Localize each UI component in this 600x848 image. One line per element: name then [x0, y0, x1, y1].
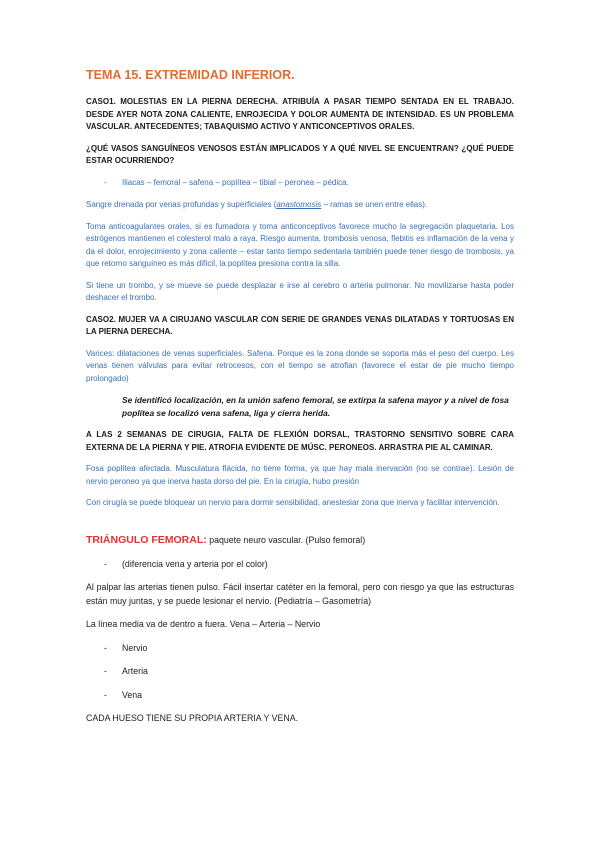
vessels-text: Iliacas – femoral – safena – poplítea – tibial – peronea – pédica.: [122, 177, 349, 187]
palpate-paragraph: Al palpar las arterias tienen pulso. Fácil insertar catéter en la femoral, pero con riesgo ya que las estructuras están muy juntas, y se puede lesionar el nervio. (Pediatría – Gasometría): [86, 582, 514, 606]
triangle-heading: [86, 534, 514, 546]
anticoag-paragraph: Toma anticoagulantes orales, si es fumadora y toma anticonceptivos favorece mucho la segregación plaquetaria. Los estrógenos mantienen el colesterol malo a raya. Riesgo aumenta, trombosis venosa, flebitis es inflamación de la vena y da el dolor, enrojecimiento y zona caliente – estar tanto tiempo sedentaria también puede tener riesgo de trombosis, ya que retorno sanguíneo es más difícil, la poplítea presiona contra la silla.: [86, 221, 514, 268]
identified-paragraph: Se identificó localización, en la unión safeno femoral, se extirpa la safena mayor y a nivel de fosa poplítea se localizó vena safena, liga y cierra herida.: [122, 395, 509, 418]
case2-text: CASO2. MUJER VA A CIRUJANO VASCULAR CON SERIE DE GRANDES VENAS DILATADAS Y TORTUOSAS EN LA PIERNA DERECHA.: [86, 314, 514, 336]
bullet-dash: -: [104, 666, 107, 676]
after-surgery-text: A LAS 2 SEMANAS DE CIRUGIA, FALTA DE FLEXIÓN DORSAL, TRASTORNO SENSITIVO SOBRE CARA EXTERNA DE LA PIERNA Y PIE. ATROFIA EVIDENTE DE MÚSC. PERONEOS. ARRASTRA PIE AL CAMINAR.: [86, 430, 514, 452]
bullet-dash: -: [104, 177, 107, 187]
bullet-dash: -: [104, 558, 107, 569]
list-item: [86, 689, 514, 703]
diff-text: (diferencia vena y arteria por el color): [122, 558, 268, 569]
fosa-paragraph: Fosa poplítea afectada. Musculatura flácida, no tiene forma, ya que hay mala inervación (no se contrae). Lesión de nervio peroneo ya que inerva hasta dorso del pie. En la cirugía, hubo presión: [86, 464, 514, 486]
question1-text: ¿QUÉ VASOS SANGUÍNEOS VENOSOS ESTÁN IMPLICADOS Y A QUÉ NIVEL SE ENCUENTRAN? ¿QUÉ PUEDE ESTAR OCURRIENDO?: [86, 143, 514, 165]
list-item: [86, 642, 514, 656]
vessels-bullet: [86, 177, 514, 190]
midline-paragraph: La línea media va de dentro a fuera. Vena – Arteria – Nervio: [86, 619, 321, 629]
cirugia-paragraph: Con cirugía se puede bloquear un nervio para dormir sensibilidad, anestesiar zona que inerva y facilitar intervención.: [86, 498, 500, 507]
list-item-label: Nervio: [122, 642, 148, 653]
drainage-post: – ramas se unen entre ellas).: [321, 200, 428, 209]
list-item-label: Arteria: [122, 666, 148, 676]
list-item: [86, 665, 514, 679]
thrombus-paragraph: Si tiene un trombo, y se mueve se puede desplazar e irse al cerebro o arteria pulmonar. No movilizarse hasta poder deshacer el trombo.: [86, 280, 514, 302]
bullet-dash: -: [104, 689, 107, 700]
each-bone-paragraph: CADA HUESO TIENE SU PROPIA ARTERIA Y VENA.: [86, 713, 299, 723]
bullet-dash: -: [104, 642, 107, 653]
triangle-rest: paquete neuro vascular. (Pulso femoral): [206, 534, 366, 545]
diff-bullet: [86, 558, 514, 572]
varices-paragraph: Varices: dilataciones de venas superficiales. Safena. Porque es la zona donde se soporta más el peso del cuerpo. Les venas tienen válvulas para evitar retrocesos, con el tiempo se atrofian (favorece el estar de pie mucho tiempo prolongado): [86, 348, 514, 383]
case1-text: CASO1. MOLESTIAS EN LA PIERNA DERECHA. ATRIBUÍA A PASAR TIEMPO SENTADA EN EL TRABAJO. DESDE AYER NOTA ZONA CALIENTE, ENROJECIDA Y DOLOR AUMENTA DE INTENSIDAD. ES UN PROBLEMA VASCULAR. ANTECEDENTES; TABAQUISMO ACTIVO Y ANTICONCEPTIVOS ORALES.: [86, 97, 514, 131]
drainage-pre: Sangre drenada por venas profundas y superficiales (: [86, 200, 277, 209]
page-title: TEMA 15. EXTREMIDAD INFERIOR.: [86, 68, 295, 82]
anastomosis-term: anastomosis: [276, 200, 322, 209]
drainage-paragraph: [86, 199, 514, 212]
triangle-title: TRIÁNGULO FEMORAL:: [86, 533, 207, 546]
list-item-label: Vena: [122, 689, 143, 700]
